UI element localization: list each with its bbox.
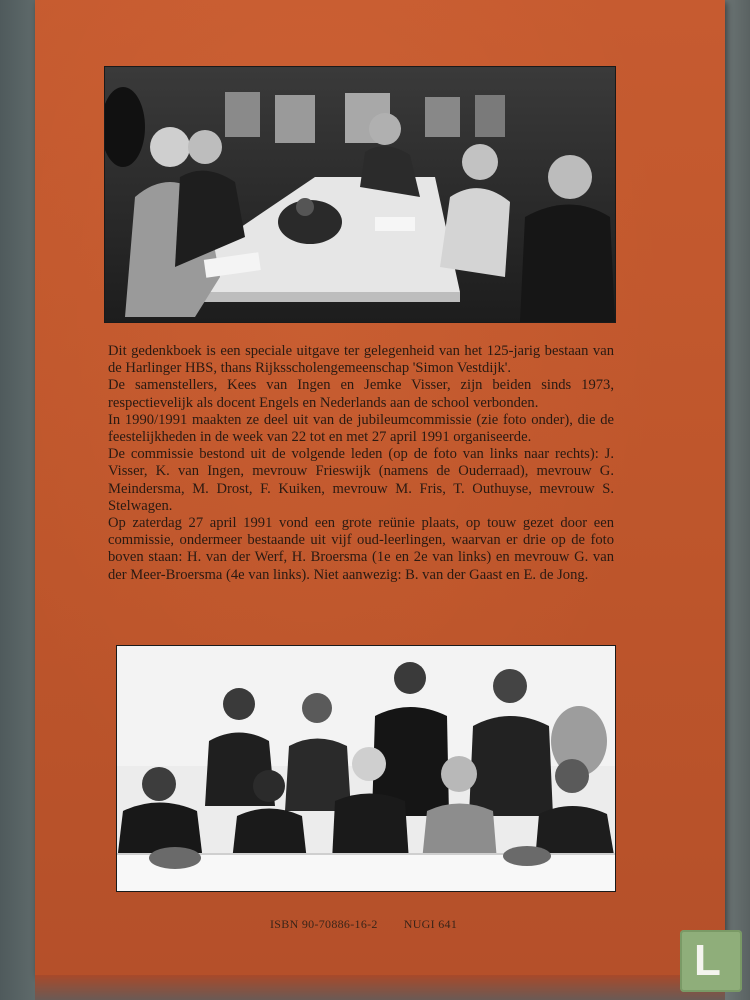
isbn-number: ISBN 90-70886-16-2	[270, 917, 378, 931]
committee-photo-image	[117, 646, 615, 891]
paragraph-authors: De samenstellers, Kees van Ingen en Jemke Visser, zijn beiden sinds 1973, respectievelijk als docent Engels en Nederlands aan de school verbonden.	[108, 377, 614, 411]
committee-photo	[116, 645, 616, 892]
book-edge	[35, 975, 725, 1000]
reunion-photo	[104, 66, 616, 323]
paragraph-reunion: Op zaterdag 27 april 1991 vond een grote reünie plaats, op touw gezet door een commissie, ondermeer bestaande uit vijf oud-leerlingen, waarvan er drie op de foto boven staan: H. van der Werf, H. Broersma (1e en 2e van links) en mevrouw G. van der Meer-Broersma (4e van links). Niet aanwezig: B. van der Gaast en E. de Jong.	[108, 515, 614, 583]
logo-sticker	[680, 930, 742, 992]
reunion-photo-image	[105, 67, 615, 322]
logo-letter: L	[694, 936, 721, 985]
description-text	[108, 343, 614, 584]
paragraph-committee: In 1990/1991 maakten ze deel uit van de jubileumcommissie (zie foto onder), die de feestelijkheden in de week van 22 tot en met 27 april 1991 organiseerde.	[108, 411, 614, 446]
isbn-line	[270, 917, 530, 932]
paragraph-intro: Dit gedenkboek is een speciale uitgave ter gelegenheid van het 125-jarig bestaan van de Harlinger HBS, thans Rijksscholengemeenschap 'Simon Vestdijk'.	[108, 343, 614, 377]
nugi-code: NUGI 641	[403, 917, 458, 931]
paragraph-members: De commissie bestond uit de volgende leden (op de foto van links naar rechts): J. Visser, K. van Ingen, mevrouw Frieswijk (namens de Ouderraad), mevrouw G. Meindersma, M. Drost, F. Kuiken, mevrouw M. Fris, T. Outhuyse, mevrouw S. Stelwagen.	[108, 446, 614, 514]
